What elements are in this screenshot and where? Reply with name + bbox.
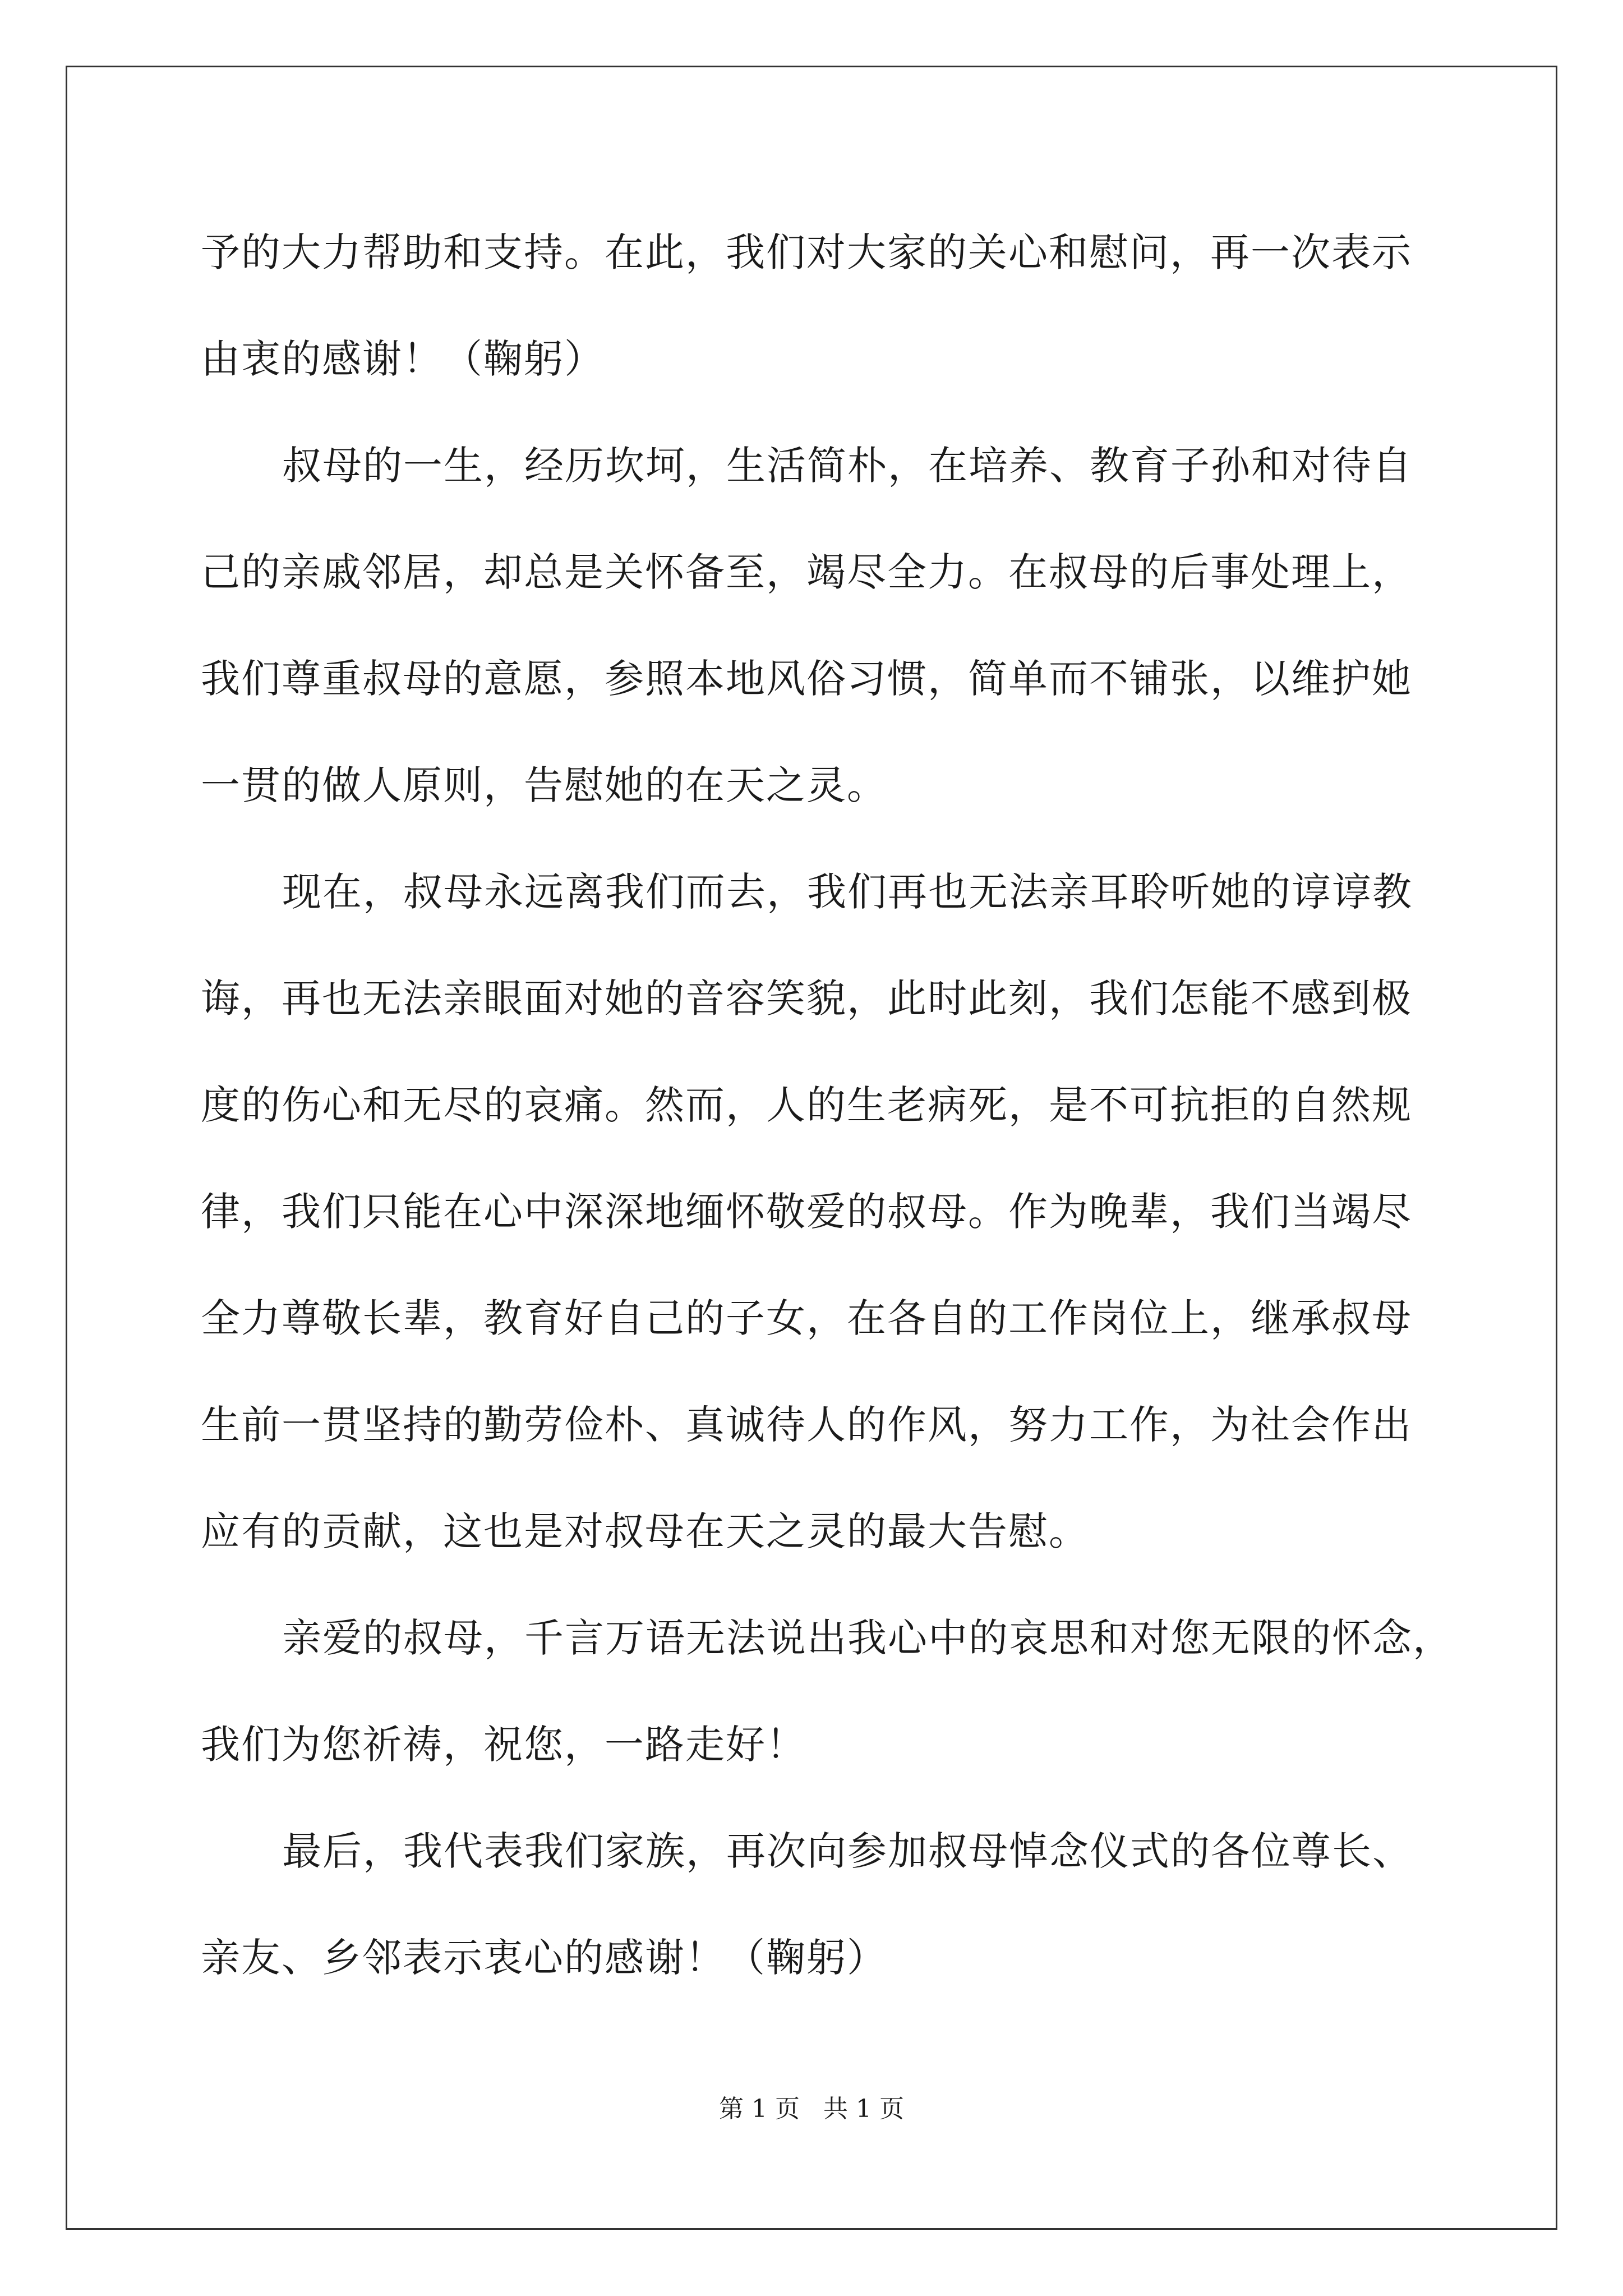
- text-line: 全力尊敬长辈，教育好自己的子女，在各自的工作岗位上，继承叔母: [201, 1295, 1412, 1341]
- page-number-footer: 第 1 页 共 1 页: [719, 2095, 904, 2123]
- text-line: 生前一贯坚持的勤劳俭朴、真诚待人的作风，努力工作，为社会作出: [201, 1402, 1412, 1448]
- text-line: 最后，我代表我们家族，再次向参加叔母悼念仪式的各位尊长、: [282, 1828, 1413, 1874]
- text-line: 叔母的一生，经历坎坷，生活简朴，在培养、教育子孙和对待自: [282, 443, 1413, 489]
- text-line: 亲友、乡邻表示衷心的感谢！（鞠躬）: [201, 1935, 887, 1981]
- text-line: 一贯的做人原则，告慰她的在天之灵。: [201, 762, 887, 808]
- text-line: 由衷的感谢！（鞠躬）: [201, 336, 605, 382]
- text-line: 予的大力帮助和支持。在此，我们对大家的关心和慰问，再一次表示: [201, 229, 1412, 275]
- text-line: 诲，再也无法亲眼面对她的音容笑貌，此时此刻，我们怎能不感到极: [201, 976, 1412, 1022]
- text-line: 己的亲戚邻居，却总是关怀备至，竭尽全力。在叔母的后事处理上，: [201, 549, 1412, 595]
- text-line: 亲爱的叔母，千言万语无法说出我心中的哀思和对您无限的怀念，: [282, 1615, 1453, 1661]
- text-line: 应有的贡献，这也是对叔母在天之灵的最大告慰。: [201, 1508, 1089, 1554]
- text-line: 我们尊重叔母的意愿，参照本地风俗习惯，简单而不铺张，以维护她: [201, 656, 1412, 702]
- text-line: 现在，叔母永远离我们而去，我们再也无法亲耳聆听她的谆谆教: [282, 869, 1413, 915]
- text-line: 律，我们只能在心中深深地缅怀敬爱的叔母。作为晚辈，我们当竭尽: [201, 1189, 1412, 1235]
- text-line: 我们为您祈祷，祝您，一路走好！: [201, 1722, 806, 1768]
- text-line: 度的伤心和无尽的哀痛。然而，人的生老病死，是不可抗拒的自然规: [201, 1082, 1412, 1128]
